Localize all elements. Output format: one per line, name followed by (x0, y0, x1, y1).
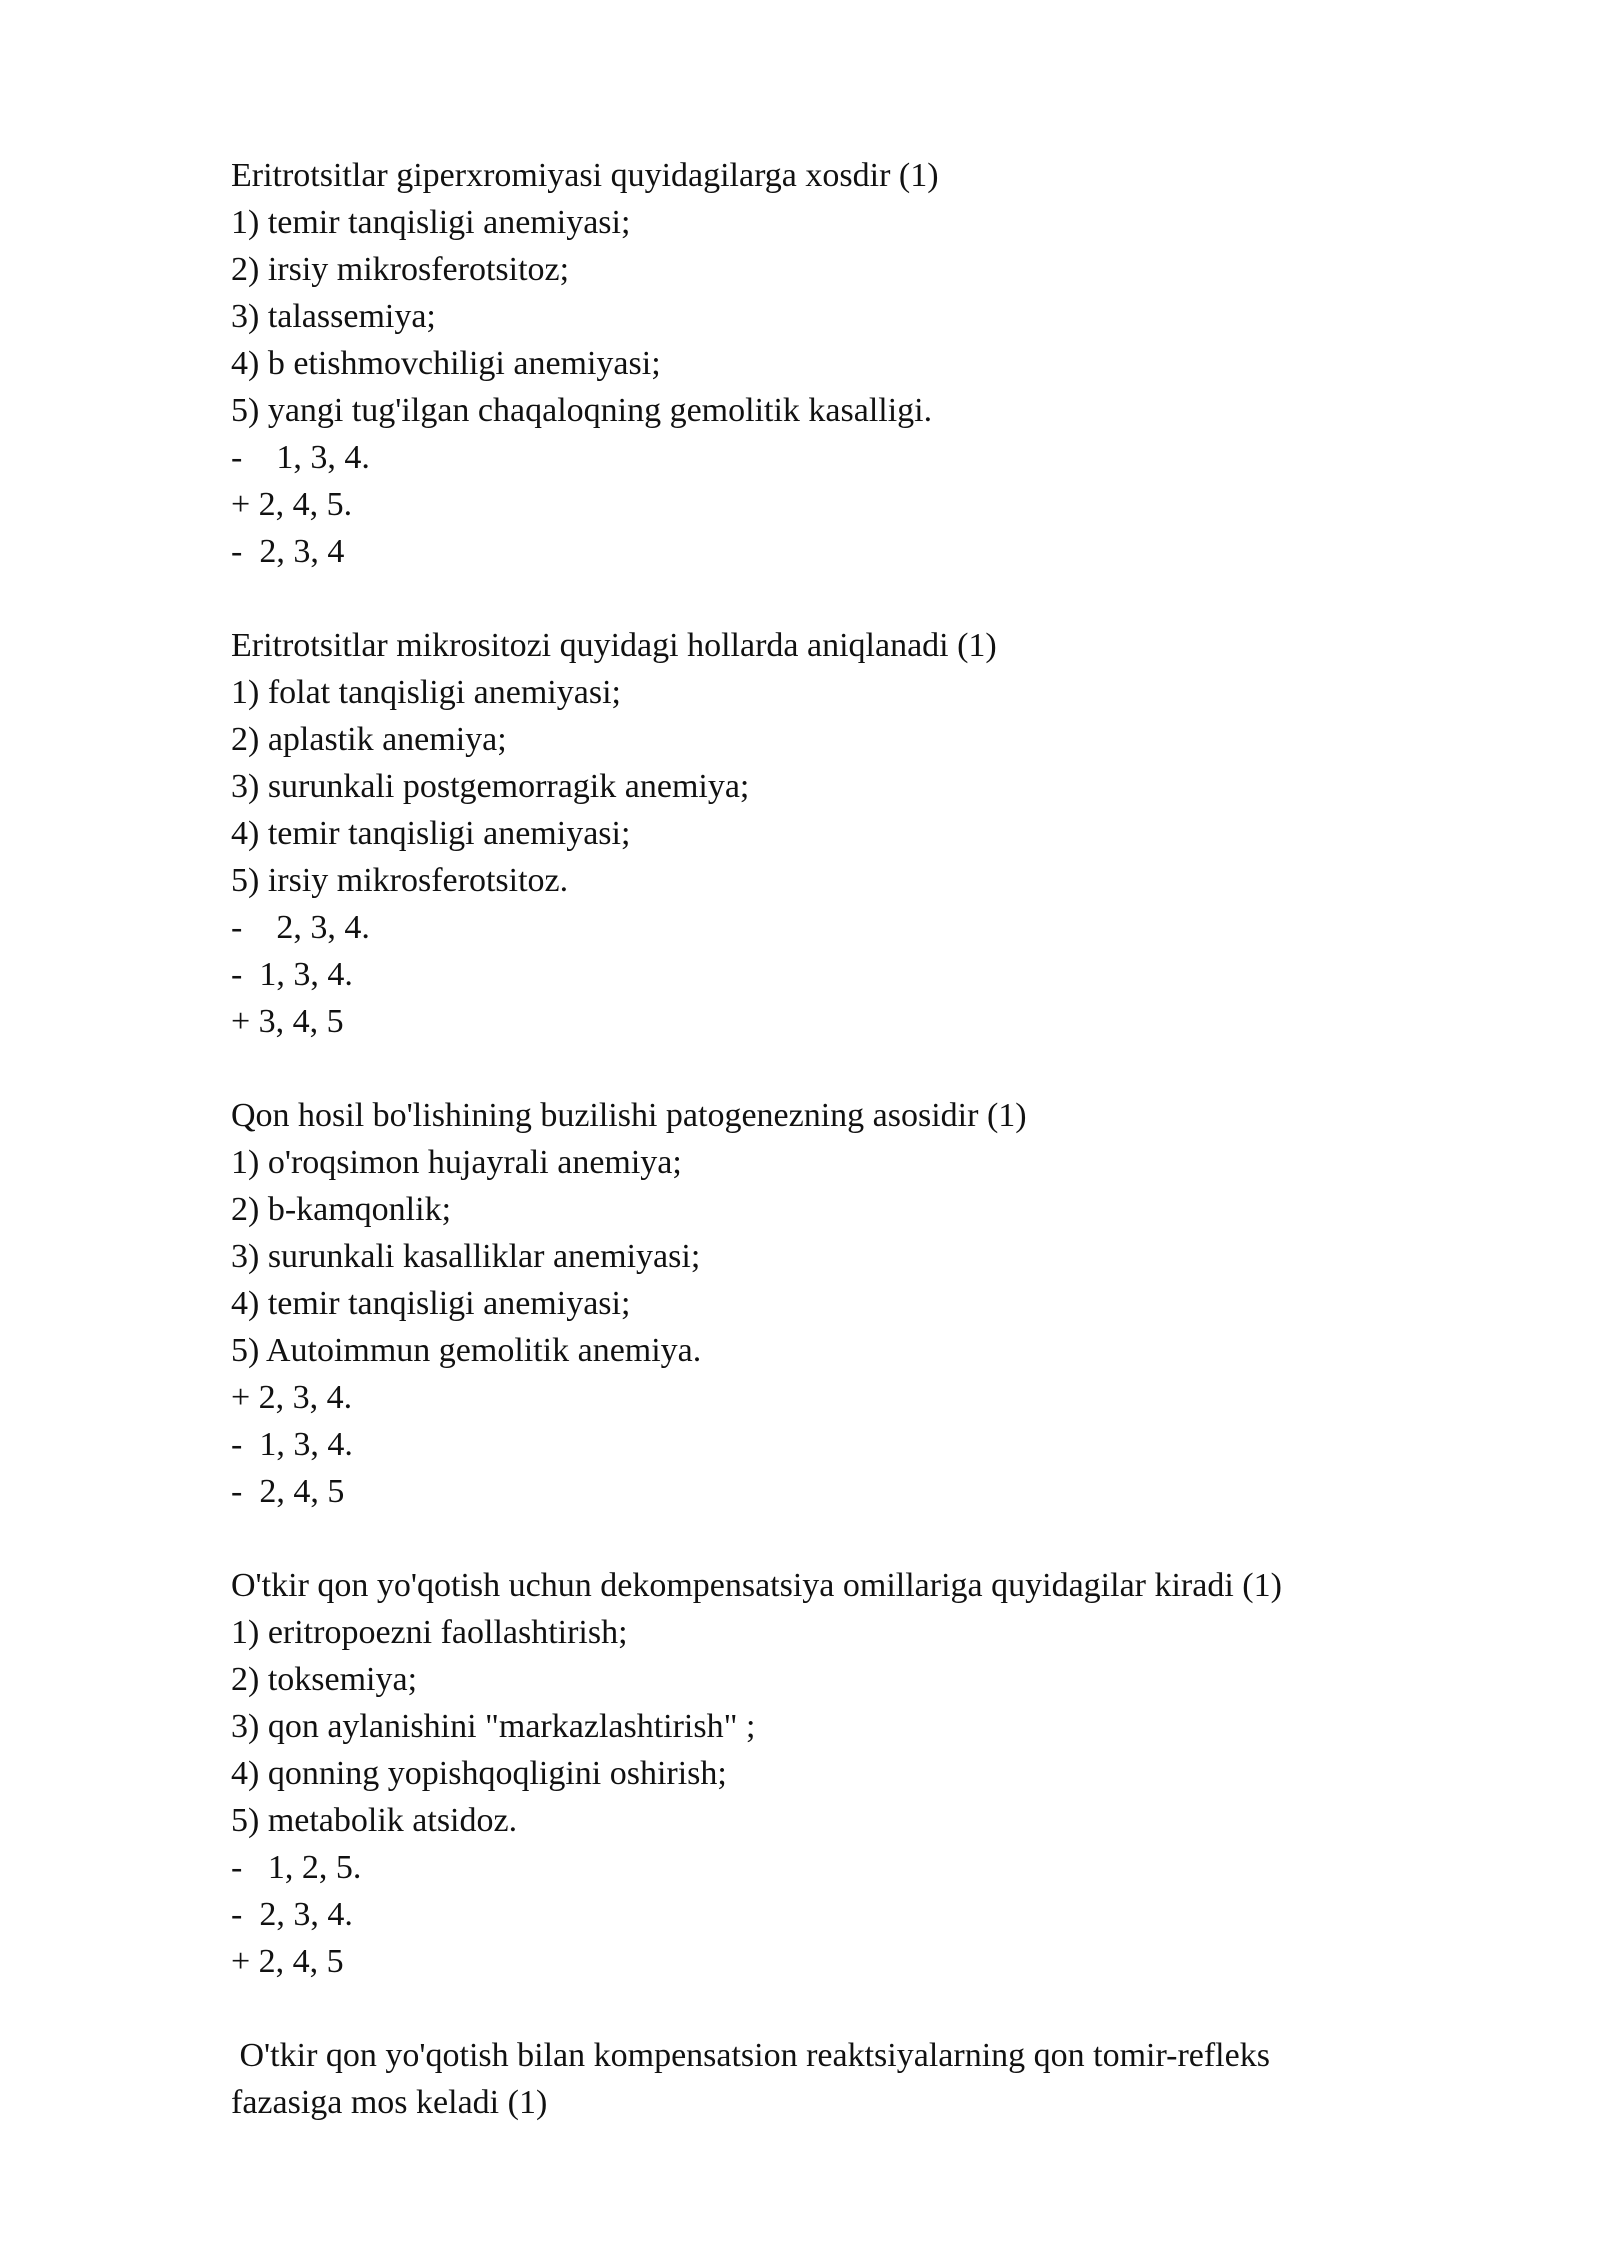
answer-item: - 1, 3, 4. (231, 956, 353, 993)
answer-item: - 2, 4, 5 (231, 1473, 345, 1510)
option-item: 1) eritropoezni faollashtirish; (231, 1614, 628, 1651)
answer-item: - 1, 2, 5. (231, 1849, 362, 1886)
option-item: 1) temir tanqisligi anemiyasi; (231, 204, 631, 241)
option-item: 3) qon aylanishini "markazlashtirish" ; (231, 1708, 756, 1745)
document-page (231, 152, 1431, 2126)
question-title: Eritrotsitlar mikrositozi quyidagi hollarda aniqlanadi (1) (231, 627, 997, 664)
answer-item: + 2, 4, 5. (231, 486, 353, 523)
option-item: 3) surunkali kasalliklar anemiyasi; (231, 1238, 701, 1275)
option-item: 5) metabolik atsidoz. (231, 1802, 518, 1839)
question-3 (231, 1092, 1431, 1515)
option-item: 3) talassemiya; (231, 298, 436, 335)
question-4 (231, 1562, 1431, 1985)
question-title: Qon hosil bo'lishining buzilishi patogenezning asosidir (1) (231, 1097, 1027, 1134)
option-item: 2) toksemiya; (231, 1661, 418, 1698)
question-5 (231, 2032, 1431, 2126)
option-item: 4) b etishmovchiligi anemiyasi; (231, 345, 661, 382)
option-item: 1) folat tanqisligi anemiyasi; (231, 674, 621, 711)
answer-item: - 2, 3, 4. (231, 1896, 353, 1933)
answer-item: - 2, 3, 4. (231, 909, 370, 946)
option-item: 5) yangi tug'ilgan chaqaloqning gemolitik kasalligi. (231, 392, 933, 429)
option-item: 4) qonning yopishqoqligini oshirish; (231, 1755, 727, 1792)
question-title-line-2: fazasiga mos keladi (1) (231, 2084, 548, 2121)
question-title: Eritrotsitlar giperxromiyasi quyidagilarga xosdir (1) (231, 157, 939, 194)
option-item: 5) irsiy mikrosferotsitoz. (231, 862, 569, 899)
question-title-line-1: O'tkir qon yo'qotish bilan kompensatsion reaktsiyalarning qon tomir-refleks (231, 2037, 1270, 2074)
option-item: 2) b-kamqonlik; (231, 1191, 452, 1228)
answer-item: - 1, 3, 4. (231, 1426, 353, 1463)
option-item: 5) Autoimmun gemolitik anemiya. (231, 1332, 702, 1369)
answer-item: - 1, 3, 4. (231, 439, 370, 476)
answer-item: + 3, 4, 5 (231, 1003, 344, 1040)
question-2 (231, 622, 1431, 1045)
question-1 (231, 152, 1431, 575)
option-item: 3) surunkali postgemorragik anemiya; (231, 768, 750, 805)
option-item: 2) aplastik anemiya; (231, 721, 507, 758)
answer-item: + 2, 3, 4. (231, 1379, 353, 1416)
answer-item: - 2, 3, 4 (231, 533, 345, 570)
option-item: 2) irsiy mikrosferotsitoz; (231, 251, 570, 288)
option-item: 1) o'roqsimon hujayrali anemiya; (231, 1144, 682, 1181)
option-item: 4) temir tanqisligi anemiyasi; (231, 815, 631, 852)
question-title: O'tkir qon yo'qotish uchun dekompensatsiya omillariga quyidagilar kiradi (1) (231, 1567, 1282, 1604)
answer-item: + 2, 4, 5 (231, 1943, 344, 1980)
option-item: 4) temir tanqisligi anemiyasi; (231, 1285, 631, 1322)
